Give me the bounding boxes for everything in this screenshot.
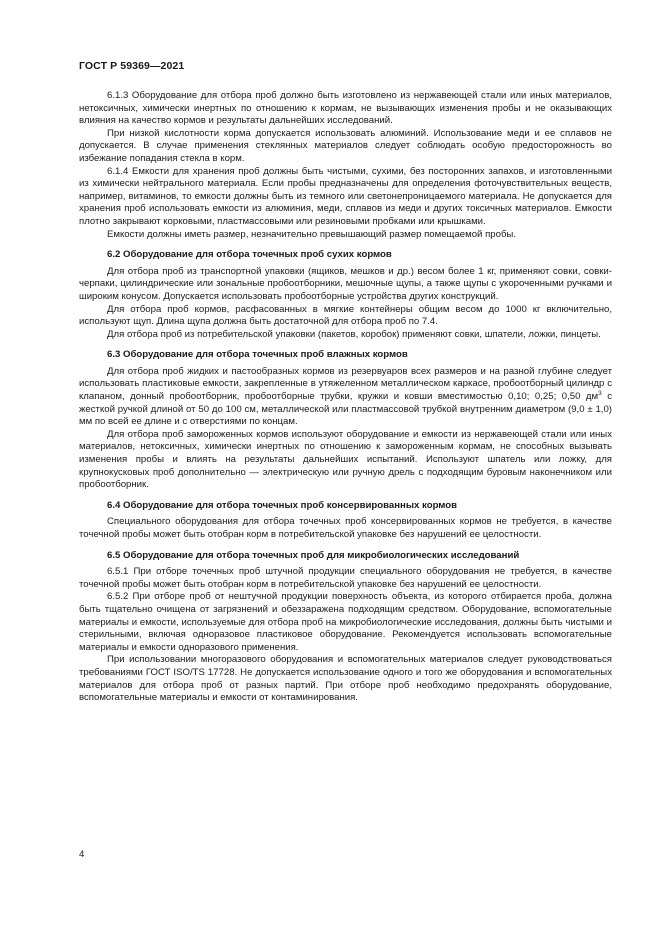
paragraph-6-2-consumer-pack: Для отбора проб из потребительской упаковки (пакетов, коробок) применяют совки, шпатели, ложки, пинцеты. [107, 328, 601, 340]
paragraph-6-5-1: 6.5.1 При отборе точечных проб штучной продукции специального оборудования не требуется, в качестве точечной пробы может быть отобран корм в потребительской упаковке без нарушений ее целостности. [79, 566, 612, 590]
paragraph-6-3-liquid-part1: Для отбора проб жидких и пастообразных кормов из резервуаров всех размеров и на разной глубине следует использовать пластиковые емкости, закрепленные в утяжеленном металлическом каркасе, пробоотборный цилиндр с клапаном, донный пробоотборник, пробоотборные трубки, кружки и ковши вместимостью 0,10; 0,25; 0,50 дм [79, 365, 612, 403]
paragraph-low-acidity: При низкой кислотности корма допускается использовать алюминий. Использование меди и ее сплавов не допускается. В случае применения стеклянных материалов следует соблюдать особую предосторожность во избежание попадания стекла в корм. [79, 127, 612, 164]
paragraph-6-2-transport: Для отбора проб из транспортной упаковки (ящиков, мешков и др.) весом более 1 кг, применяют совки, совки-черпаки, цилиндрические или зональные пробоотборники, мешочные щупы, а также щупы с укороченными ручками и широким конусом. Допускается использовать пробоотборные устройства других конструкций. [79, 265, 612, 302]
section-heading-6-4: 6.4 Оборудование для отбора точечных проб консервированных кормов [107, 499, 458, 511]
paragraph-6-4: Специального оборудования для отбора точечных проб консервированных кормов не требуется, в качестве точечной пробы может быть отобран корм в потребительской упаковке без нарушений ее целостности. [79, 516, 612, 540]
paragraph-6-3-frozen: Для отбора проб замороженных кормов используют оборудование и емкости из нержавеющей стали или иных материалов, нетоксичных, химически инертных по отношению к замороженным кормам, не способных вызывать изменения пробы и влиять на результаты дальнейших испытаний. Используют шпатель или ложку, для крупнокусковых проб дополнительно — электрическую или ручную дрель с подходящим буровым наконечником или пробоотборник. [79, 428, 612, 491]
section-heading-6-3: 6.3 Оборудование для отбора точечных проб влажных кормов [107, 349, 408, 361]
paragraph-6-3-liquid-part2: с жесткой ручкой длиной от 50 до 100 см, металлической или пластмассовой трубкой внутренним диаметром (9,0 ± 1,0) мм по всей ее длине и с отверстиями по концам. [79, 391, 612, 428]
cubic-superscript: 3 [598, 390, 602, 398]
paragraph-6-2-soft-containers: Для отбора проб кормов, расфасованных в мягкие контейнеры общим весом до 1000 кг включительно, используют щуп. Длина щупа должна быть достаточной для отбора проб по 7.4. [79, 303, 612, 328]
paragraph-6-5-2: 6.5.2 При отборе проб от нештучной продукции поверхность объекта, из которого отбирается проба, должна быть тщательно очищена от загрязнений и обеззаражена подходящим средством. Оборудование, вспомогательные материалы и емкости, используемые для отбора проб на микробиологические исследования, должны быть чистыми и стерильными, включая одноразовое пластиковое оборудование. Рекомендуется использовать вспомогательные материалы и емкости одноразового применения. [79, 591, 612, 653]
section-heading-6-5: 6.5 Оборудование для отбора точечных проб для микробиологических исследований [107, 549, 520, 561]
section-heading-6-2: 6.2 Оборудование для отбора точечных проб сухих кормов [107, 249, 392, 261]
page-number: 4 [79, 849, 85, 860]
paragraph-6-1-4: 6.1.4 Емкости для хранения проб должны быть чистыми, сухими, без посторонних запахов, и изготовленными из химически нейтрального материала. Если пробы предназначены для определения фоточувствительных веществ, например, витаминов, то емкости должны быть из темного или светонепроницаемого материала. Не допускается для хранения проб использовать емкости из алюминия, меди, сплавов из меди и других токсичных материалов. Емкости плотно закрывают корковыми, пластмассовыми или резиновыми пробками или крышками. [79, 165, 612, 227]
paragraph-6-1-3: 6.1.3 Оборудование для отбора проб должно быть изготовлено из нержавеющей стали или иных материалов, нетоксичных, химически инертных по отношению к кормам, не вызывающих изменения пробы и не оказывающих влияния на качество кормов и результаты дальнейших исследований. [79, 90, 612, 127]
standard-designation: ГОСТ Р 59369—2021 [79, 60, 185, 72]
paragraph-container-size: Емкости должны иметь размер, незначительно превышающий размер помещаемой пробы. [107, 228, 516, 240]
document-body [79, 90, 612, 705]
paragraph-6-3-liquid [79, 366, 612, 429]
paragraph-6-5-reusable: При использовании многоразового оборудования и вспомогательных материалов следует руководствоваться требованиями ГОСТ ISO/TS 17728. Не допускается использование одного и того же оборудования и вспомогательных материалов для отбора проб от разных партий. При отборе проб необходимо предохранять оборудование, вспомогательные материалы и емкости от контаминирования. [79, 654, 612, 704]
